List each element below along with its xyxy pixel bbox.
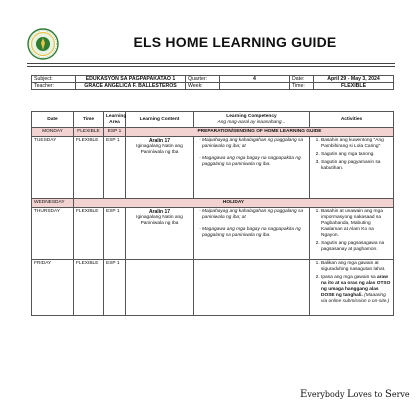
header-divider-top (27, 63, 395, 64)
activity-item: 2. Sagutin ang pagsasagawa na pagsasanay at paghamon. (321, 241, 391, 253)
activity-text: Ipasa ang mga gawain sa (321, 275, 378, 280)
activities-cell (310, 208, 394, 260)
footer-motto (300, 389, 410, 400)
lesson-text: Iginagalang Natin ang Paniniwala ng Iba (136, 144, 183, 155)
wednesday-note: HOLIDAY (74, 199, 394, 208)
motto-initial-s: S (384, 389, 392, 400)
subject-value: EDUKASYON SA PAGPAPAKATAO 1 (76, 76, 186, 83)
lesson-title: Aralin 17 (148, 138, 171, 144)
time-label: Time: (290, 83, 314, 90)
header-learning-content: Learning Content (126, 112, 194, 128)
table-row-friday (32, 260, 394, 316)
table-row-monday (32, 128, 394, 137)
activity-item: 2. Sagutin ang mga tanong. (321, 152, 391, 158)
activities-cell (310, 137, 394, 199)
page-title: ELS HOME LEARNING GUIDE (133, 34, 337, 50)
date-label: Date: (290, 76, 314, 83)
competency-cell (194, 208, 310, 260)
time-value: FLEXIBLE (314, 83, 394, 90)
day-cell: FRIDAY (32, 260, 74, 316)
table-header-row (32, 112, 394, 128)
lesson-title: Aralin 17 (148, 209, 171, 215)
monday-note: PREPARATION/SENDING OF HOME LEARNING GUIDE (126, 128, 394, 137)
week-label: Week: (186, 83, 220, 90)
week-value (220, 83, 290, 90)
area-cell: ESP 1 (104, 208, 126, 260)
activity-item (321, 275, 391, 305)
date-value: April 29 - May 3, 2024 (314, 76, 394, 83)
competency-subtitle: Ang mag-aaral ay inaasahang... (217, 119, 286, 125)
header-learning-competency (194, 112, 310, 128)
header-time: Time (74, 112, 104, 128)
table-row-thursday (32, 208, 394, 260)
activity-note: (Maaaring via online submission o on-site.) (321, 293, 390, 304)
competency-title: Learning Competency (226, 114, 277, 119)
motto-initial-l: L (347, 389, 354, 400)
motto-initial-e: E (300, 389, 308, 400)
quarter-value: 4 (220, 76, 290, 83)
schedule-table (31, 111, 394, 316)
teacher-value: GRACE ANGELICA F. BALLESTEROS (76, 83, 186, 90)
teacher-label: Teacher: (32, 83, 76, 90)
time-cell: FLEXIBLE (74, 208, 104, 260)
time-cell: FLEXIBLE (74, 128, 104, 137)
competency-item: - Maipahayag ang kahalagahan ng paggalang sa paniniwala ng iba; at (202, 138, 307, 150)
header-learning-area: Learning Area (104, 112, 126, 128)
competency-cell (194, 137, 310, 199)
day-cell: THURSDAY (32, 208, 74, 260)
time-cell: FLEXIBLE (74, 137, 104, 199)
competency-item: - Maipahayag ang kahalagahan ng paggalang sa paniniwala ng iba; at (202, 209, 307, 221)
day-cell: MONDAY (32, 128, 74, 137)
lesson-content-cell (126, 260, 194, 316)
day-cell: TUESDAY (32, 137, 74, 199)
table-row-wednesday (32, 199, 394, 208)
school-seal-icon (27, 28, 59, 60)
lesson-content-cell (126, 137, 194, 199)
table-row-tuesday (32, 137, 394, 199)
area-cell: ESP 1 (104, 260, 126, 316)
header-date: Date (32, 112, 74, 128)
day-cell: WEDNESDAY (32, 199, 74, 208)
competency-item: - Magagawa ang mga bagay na nagpapakita ng paggalang sa paniniwala ng iba. (202, 156, 307, 168)
activity-item: 1. Balikan ang mga gawain at siguraduhing nasagutan lahat. (321, 261, 391, 273)
guide-info-table (31, 75, 394, 90)
activity-item: 1. Basahin at unawain ang mga impormasyong nakasaad sa Pagbahanda, Mabuting Kaalaman at Alam Ko na Ngayon. (321, 209, 391, 239)
activities-cell (310, 260, 394, 316)
time-cell: FLEXIBLE (74, 260, 104, 316)
quarter-label: Quarter: (186, 76, 220, 83)
activity-emphasis: araw na ito at sa oras ng alas OTSO ng umaga hanggang alas DOSE ng tanghali. (321, 275, 391, 298)
header-divider-bottom (27, 66, 395, 67)
competency-item: - Magagawa ang mga bagay na nagpapakita ng paggalang sa paniniwala ng iba. (202, 227, 307, 239)
lesson-text: Iginagalang Natin ang Paniniwala ng Iba (136, 215, 183, 226)
competency-cell (194, 260, 310, 316)
activity-item: 3. Sagutin ang pagyamanin sa kabutihan. (321, 160, 391, 172)
motto-part: erve (391, 390, 410, 399)
area-cell: ESP 1 (104, 137, 126, 199)
lesson-content-cell (126, 208, 194, 260)
subject-label: Subject: (32, 76, 76, 83)
header-activities: Activities (310, 112, 394, 128)
motto-part: oves to (353, 390, 385, 399)
motto-part: verybody (307, 390, 348, 399)
area-cell: ESP 1 (104, 128, 126, 137)
activity-item: 1. Basahin ang kuwentong "Ang Pambihirang si Lola Caring" (321, 138, 391, 150)
